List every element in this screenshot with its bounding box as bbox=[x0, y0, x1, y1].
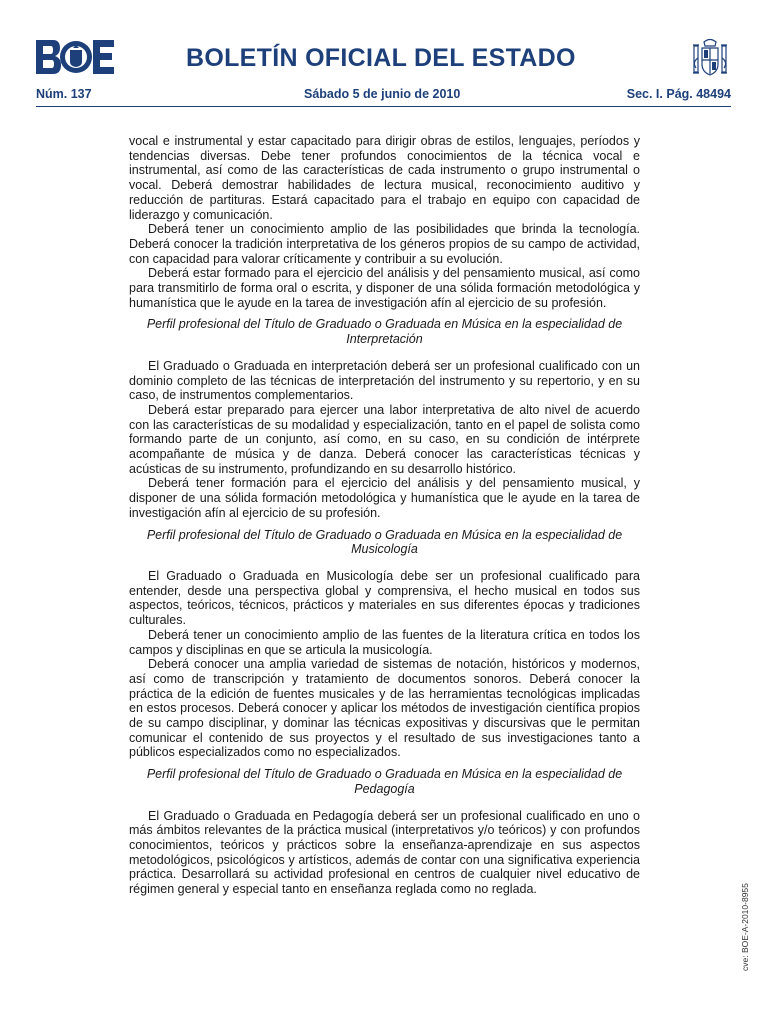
section-heading-pedagogia: Perfil profesional del Título de Graduado o Graduada en Música en la especialidad de Pedagogía bbox=[146, 767, 623, 796]
section-heading-musicologia: Perfil profesional del Título de Graduado o Graduada en Música en la especialidad de Musicología bbox=[146, 527, 623, 557]
section-heading-interpretacion: Perfil profesional del Título de Graduado o Graduada en Música en la especialidad de Interpretación bbox=[146, 317, 623, 347]
paragraph: Deberá tener un conocimiento amplio de las fuentes de la literatura crítica en todos los campos y disciplinas en que se articula la musicología. bbox=[129, 627, 640, 657]
issue-date: Sábado 5 de junio de 2010 bbox=[304, 87, 461, 101]
coat-of-arms-icon bbox=[688, 36, 732, 80]
paragraph: Deberá conocer una amplia variedad de sistemas de notación, históricos y modernos, así como de transcripción y tratamiento de documentos sonoros. Deberá conocer la práctica de la edición de fuentes musicales y de las herramientas tecnológicas implicadas en estos procesos. Deberá conocer y aplicar los métodos de investigación científica propios de su campo disciplinar, y dominar las técnicas expositivas y discursivas que le permitan comunicar el contenido de sus proyectos y el resultado de sus investigaciones tanto a públicos especializados como no especializados. bbox=[129, 657, 640, 760]
paragraph: Deberá estar preparado para ejercer una labor interpretativa de alto nivel de acuerdo con las características de su modalidad y especialización, tanto en el papel de solista como formando parte de un conjunto, así como, en su caso, en su condición de intérprete acompañante de música y de danza. Deberá conocer las características técnicas y acústicas de su instrumento, profundizando en su desarrollo histórico. bbox=[129, 402, 640, 476]
header-rule bbox=[36, 106, 731, 107]
document-body bbox=[129, 134, 640, 897]
paragraph: El Graduado o Graduada en Pedagogía deberá ser un profesional cualificado en uno o más ámbitos relevantes de la práctica musical (interpretativos y/o teóricos) y con profundos conocimientos, teóricos y prácticos sobre la enseñanza-aprendizaje en sus aspectos metodológicos, psicológicos y artísticos, además de contar con una significativa experiencia práctica. Desarrollará su actividad profesional en centros de cualquier nivel educativo de régimen general y especial tanto en enseñanza reglada como no reglada. bbox=[129, 808, 640, 897]
cve-identifier: cve: BOE-A-2010-8955 bbox=[740, 883, 750, 971]
paragraph: El Graduado o Graduada en Musicología debe ser un profesional cualificado para entender, desde una perspectiva global y comprensiva, el hecho musical en todos sus aspectos, teóricos, técnicos, prácticos y materiales en sus diferentes épocas y tradiciones culturales. bbox=[129, 568, 640, 628]
issue-header bbox=[36, 87, 731, 101]
paragraph: Deberá tener un conocimiento amplio de las posibilidades que brinda la tecnología. Deberá conocer la tradición interpretativa de los géneros propios de su campo de actividad, con capacidad para valorar críticamente y contribuir a su evolución. bbox=[129, 222, 640, 266]
paragraph: Deberá tener formación para el ejercicio del análisis y del pensamiento musical, y disponer de una sólida formación metodológica y humanística que le ayude en la tarea de investigación afín al ejercicio de su profesión. bbox=[129, 476, 640, 520]
issue-number: Núm. 137 bbox=[36, 87, 92, 101]
boe-logo bbox=[36, 40, 114, 74]
paragraph: Deberá estar formado para el ejercicio del análisis y del pensamiento musical, así como para transmitirlo de forma oral o escrita, y disponer de una sólida formación metodológica y humanística que le ayude en la tarea de investigación afín al ejercicio de su profesión. bbox=[129, 266, 640, 310]
paragraph: El Graduado o Graduada en interpretación deberá ser un profesional cualificado con un dominio completo de las técnicas de interpretación del instrumento y su repertorio, y en su caso, de instrumentos complementarios. bbox=[129, 358, 640, 403]
section-page: Sec. I. Pág. 48494 bbox=[626, 87, 731, 101]
page-title: BOLETÍN OFICIAL DEL ESTADO bbox=[186, 44, 576, 72]
paragraph: vocal e instrumental y estar capacitado para dirigir obras de estilos, lenguajes, períodos y tendencias diversas. Debe tener profundos conocimientos de la técnica vocal e instrumental, así como de las características de cada instrumento o grupo instrumental o vocal. Deberá demostrar habilidades de lectura musical, reconocimiento auditivo y reducción de partituras. Estará capacitado para el trabajo en equipo con capacidad de liderazgo y comunicación. bbox=[129, 134, 640, 222]
